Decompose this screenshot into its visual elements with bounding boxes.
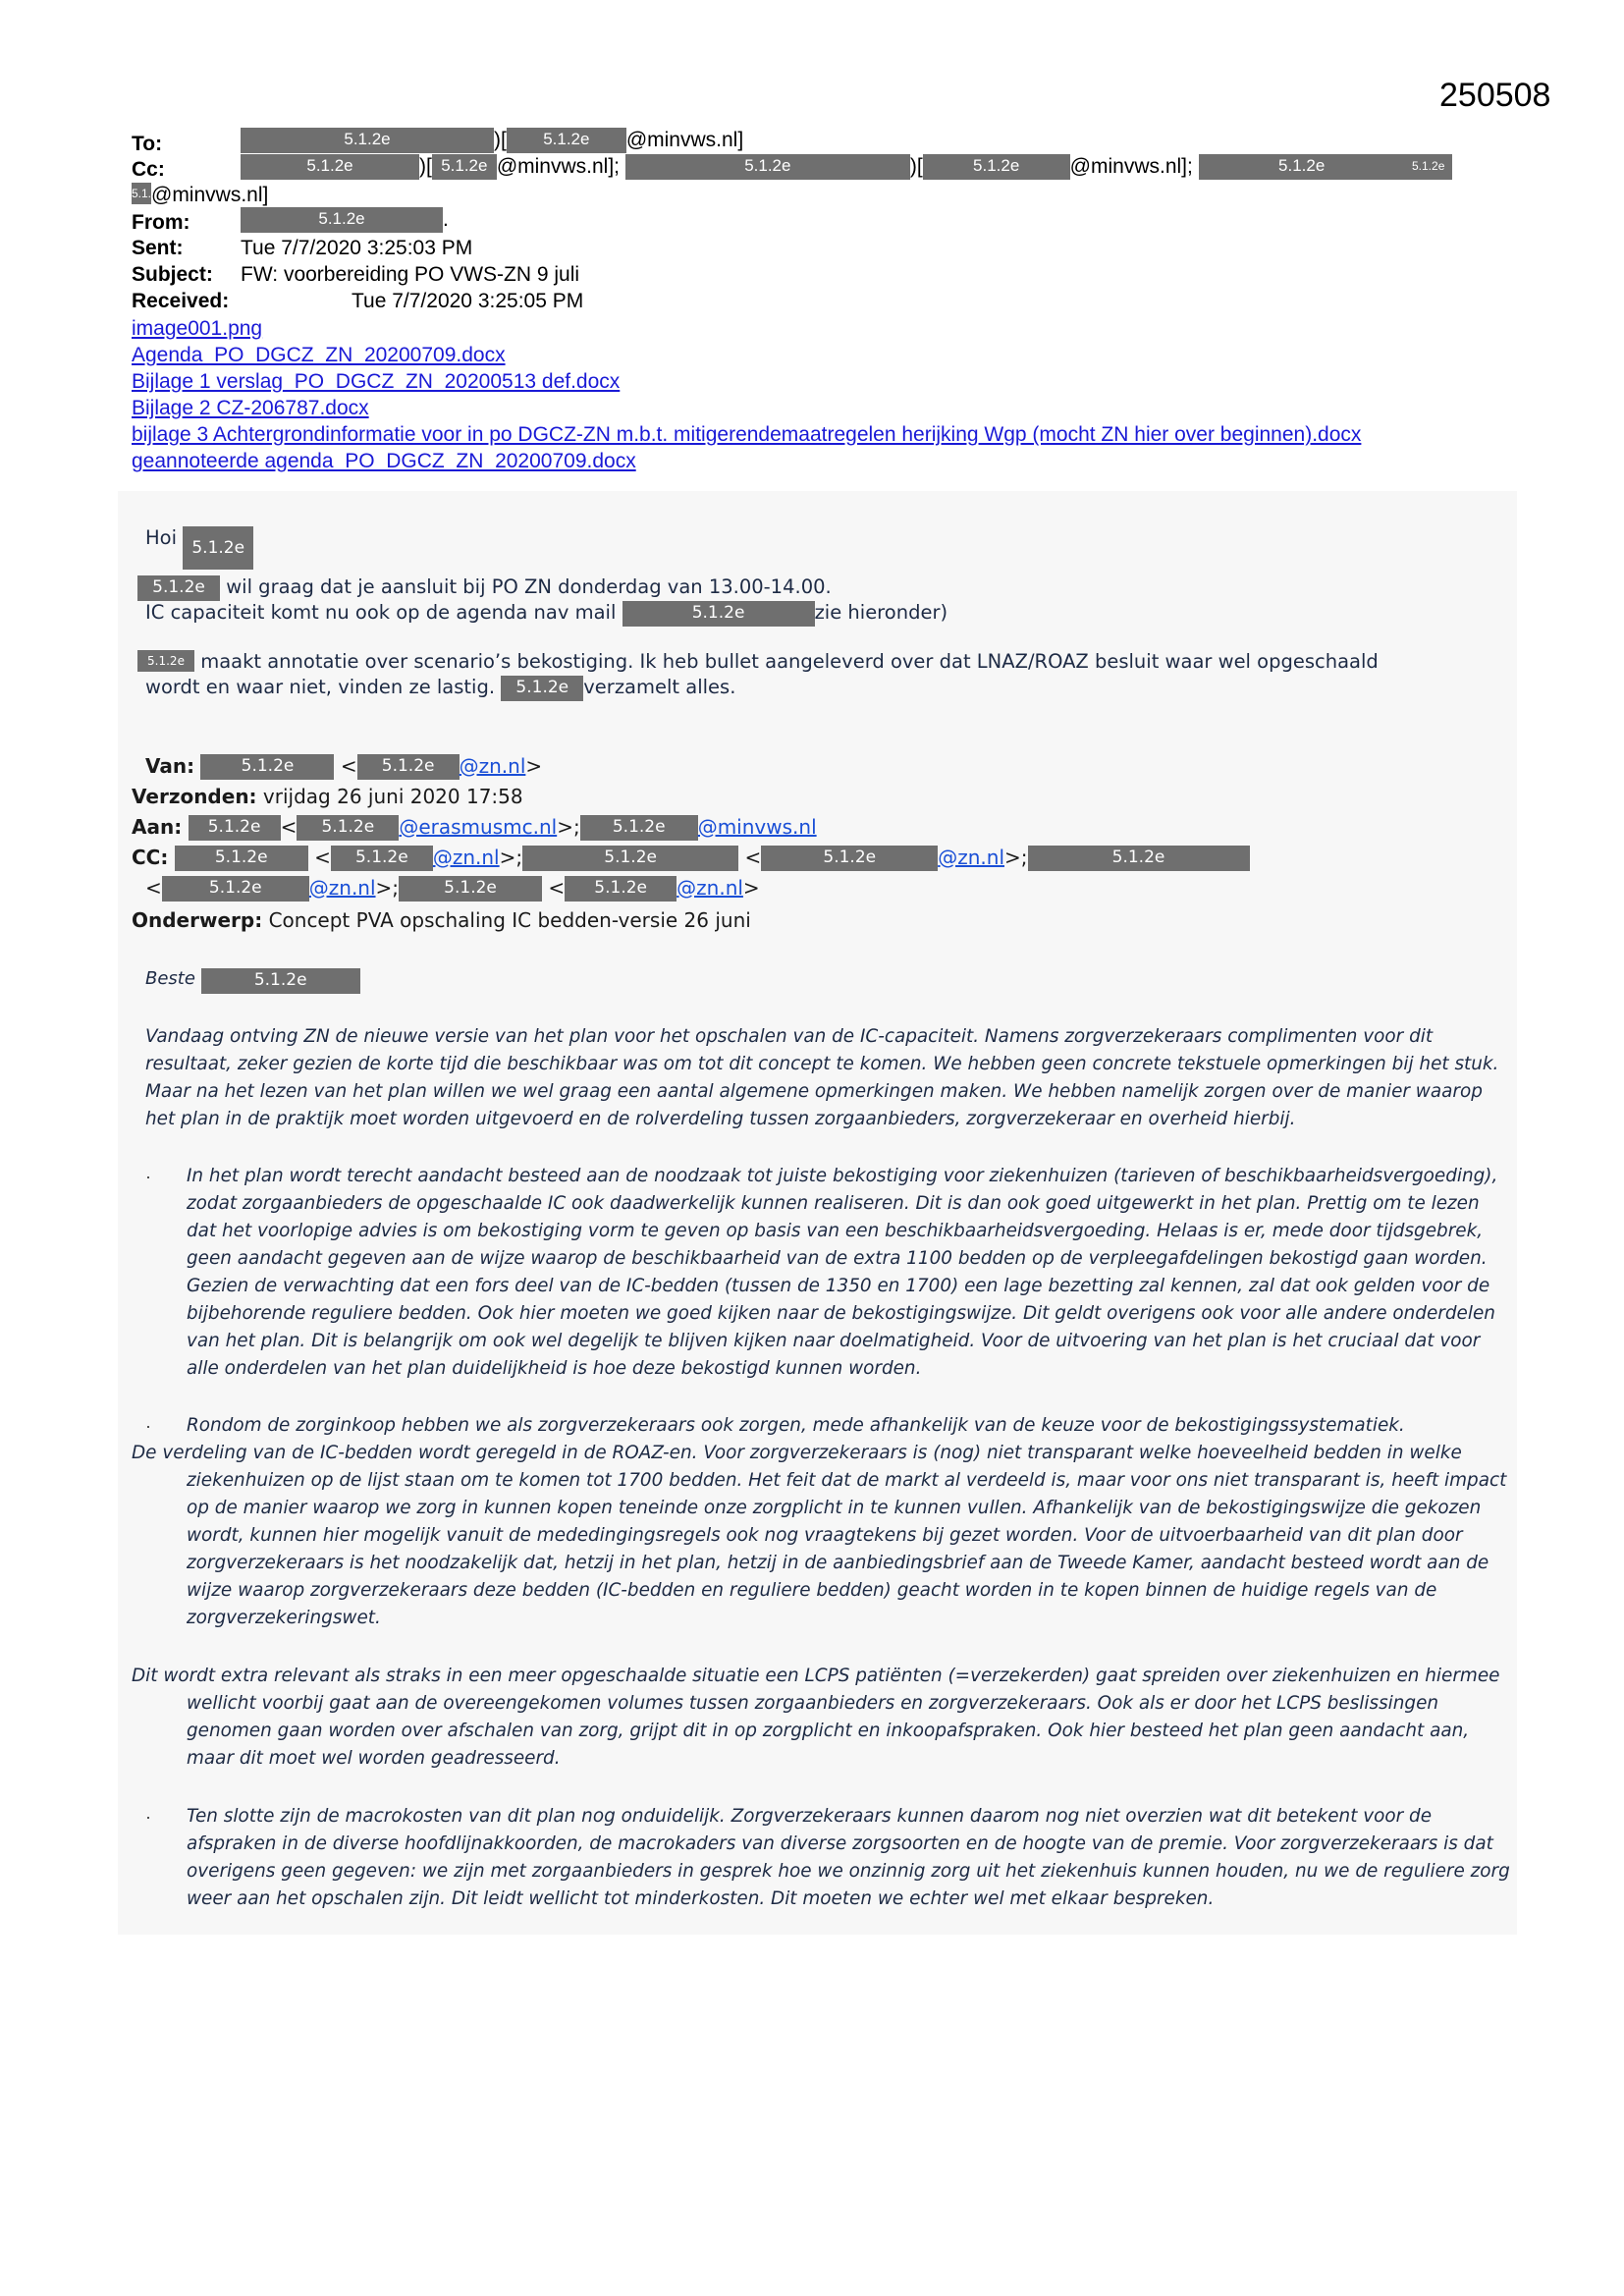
greeting-text: Hoi (145, 526, 178, 549)
salutation-text: Beste (145, 968, 195, 989)
bullet1-line: zodat zorgaanbieders de opgeschaalde IC ook daadwerkelijk kunnen realiseren. Dit is dan ook goed uitgewerkt in het plan. Prettig om te lezen (187, 1193, 1480, 1214)
email-link[interactable]: @zn.nl (938, 846, 1004, 869)
bullet2-line: op de manier waarop we zorg in kunnen kopen teneinde onze zorgplicht in te kunnen vullen. Afhankelijk van de bekostigingswijze die gekozen (187, 1498, 1482, 1518)
cc-orig-label: CC: (132, 846, 169, 869)
redaction-box: 5.1.2e (923, 154, 1070, 180)
document-number: 250508 (1439, 77, 1551, 114)
to-recipients (241, 128, 743, 153)
onderwerp-row (132, 908, 751, 932)
redaction-box: 5.1.2e (522, 846, 738, 871)
email-domain: @minvws.nl]; (496, 155, 620, 178)
redaction-box: 5.1.2e (241, 154, 419, 180)
sent-label: Sent: (132, 237, 184, 259)
redaction-box: 5.1.2e (625, 154, 910, 180)
bracket-text: > (742, 876, 760, 900)
bullet1-line: geen aandacht gegeven aan de wijze waarop de beschikbaarheid van de extra 1100 bedden op de verpleegafdelingen bekostigd gaan worden. (187, 1248, 1488, 1269)
attachment-link[interactable]: geannoteerde agenda_PO_DGCZ_ZN_20200709.docx (132, 450, 636, 472)
attachment-link[interactable]: image001.png (132, 317, 263, 340)
attachment-link[interactable]: Bijlage 2 CZ-206787.docx (132, 397, 369, 419)
from-row (132, 210, 190, 236)
note-text: verzamelt alles. (583, 676, 736, 698)
redaction-box: 5.1.2e (1405, 154, 1452, 180)
subject-row (132, 262, 213, 288)
van-label: Van: (145, 754, 195, 778)
received-label: Received: (132, 290, 230, 312)
bracket-text: < (145, 876, 162, 900)
redaction-box: 5.1.2 (132, 183, 151, 204)
email-link[interactable]: @minvws.nl (697, 815, 817, 839)
to-label: To: (132, 133, 163, 155)
forward-line-3 (137, 650, 1379, 673)
redaction-box: 5.1.2e (565, 876, 677, 902)
redaction-box: 5.1.2e (200, 754, 334, 780)
redaction-box: 5.1.2e (357, 754, 460, 780)
period: . (443, 208, 449, 231)
bullet-mark: · (145, 1167, 151, 1186)
forward-greeting (145, 526, 253, 570)
redaction-box: 5.1.2e (623, 601, 815, 627)
bracket-text: >; (375, 876, 400, 900)
attachment-link[interactable]: bijlage 3 Achtergrondinformatie voor in po DGCZ-ZN m.b.t. mitigerendemaatregelen herijking Wgp (mocht ZN hier over beginnen).docx (132, 423, 1362, 446)
note-text: maakt annotatie over scenario’s bekostiging. Ik heb bullet aangeleverd over dat LNAZ/ROAZ besluit waar wel opgeschaald (200, 650, 1379, 673)
van-row (145, 754, 542, 780)
bullet-mark: · (145, 1416, 151, 1436)
bracket-text: < (314, 846, 331, 869)
redaction-box: 5.1.2e (580, 815, 698, 841)
bracket-text: )[ (419, 155, 432, 178)
email-link[interactable]: @erasmusmc.nl (399, 815, 558, 839)
subject-value: FW: voorbereiding PO VWS-ZN 9 juli (241, 263, 580, 286)
onderwerp-label: Onderwerp: (132, 908, 263, 932)
bullet2-line: zorgverzekeringswet. (187, 1608, 381, 1628)
subject-label: Subject: (132, 263, 213, 286)
to-row (132, 132, 162, 157)
bracket-text: >; (499, 846, 523, 869)
para3-line: maar dit moet wel worden geadresseerd. (187, 1748, 561, 1769)
bullet3-line: weer aan het opschalen zijn. Dit leidt wellicht tot minderkosten. Dit moeten we echter wel met elkaar bespreken. (187, 1888, 1215, 1909)
aan-label: Aan: (132, 815, 183, 839)
bullet1-line: In het plan wordt terecht aandacht besteed aan de noodzaak tot juiste bekostiging voor ziekenhuizen (tarieven of beschikbaarheidsvergoeding), (187, 1166, 1498, 1186)
redaction-box: 5.1.2e (137, 575, 220, 601)
verzonden-label: Verzonden: (132, 785, 257, 808)
bullet2-line: Rondom de zorginkoop hebben we als zorgverzekeraars ook zorgen, mede afhankelijk van de keuze voor de bekostigingssystematiek. (187, 1415, 1405, 1436)
redaction-box: 5.1.2e (241, 128, 494, 153)
redaction-box: 5.1.2e (501, 676, 583, 701)
bullet1-line: alle onderdelen van het plan duidelijkheid is hoe deze bekostigd kunnen worden. (187, 1358, 922, 1379)
bracket-text: )[ (909, 155, 923, 178)
bullet3-line: afspraken in de diverse hoofdlijnakkoorden, de macrokaders van diverse zorgsoorten en de hoogte van de premie. Voor zorgverzekeraars is dat (187, 1833, 1493, 1854)
attachment-link[interactable]: Agenda_PO_DGCZ_ZN_20200709.docx (132, 344, 506, 366)
redaction-box: 5.1.2e (189, 815, 281, 841)
bullet2-line: ziekenhuizen op de lijst staan om te komen tot 1700 bedden. Het feit dat de markt al verdeeld is, maar voor ons niet transparant is, heeft impact (187, 1470, 1507, 1491)
bullet3-line: Ten slotte zijn de macrokosten van dit plan nog onduidelijk. Zorgverzekeraars kunnen daarom nog niet overzien wat dit betekent voor de (187, 1806, 1433, 1827)
sent-row (132, 236, 184, 261)
email-link[interactable]: @zn.nl (308, 876, 376, 900)
received-value: Tue 7/7/2020 3:25:05 PM (352, 290, 584, 312)
redaction-box: 5.1.2e (241, 207, 443, 233)
cc-row (132, 157, 165, 183)
note-text: IC capaciteit komt nu ook op de agenda nav mail (145, 601, 617, 624)
bracket-text: >; (557, 815, 580, 839)
intro-line: Vandaag ontving ZN de nieuwe versie van het plan voor het opschalen van de IC-capaciteit. Namens zorgverzekeraars complimenten voor dit (145, 1026, 1434, 1047)
note-text: wordt en waar niet, vinden ze lastig. (145, 676, 496, 698)
bracket-text: < (280, 815, 298, 839)
bullet-mark: · (145, 1807, 151, 1827)
bullet3-line: overigens geen gegeven: we zijn met zorgaanbieders in gesprek hoe we onzinnig zorg uit het ziekenhuis kunnen houden, nu we de reguliere zorg (187, 1861, 1510, 1882)
para3-line: wellicht voorbij gaat aan de overeengekomen volumes tussen zorgaanbieders en zorgverzekeraars. Ook als er door het LCPS beslissingen (187, 1693, 1439, 1714)
bullet2-line: De verdeling van de IC-bedden wordt geregeld in de ROAZ-en. Voor zorgverzekeraars is (nog) niet transparant welke hoeveelheid bedden in welke (132, 1443, 1462, 1463)
bracket-text: > (525, 754, 543, 778)
bullet1-line: van het plan. Dit is belangrijk om ook wel degelijk te blijven kijken naar doelmatigheid. Voor de uitvoering van het plan is het cruciaal dat voor (187, 1331, 1481, 1351)
cc-orig-row (132, 846, 1250, 871)
intro-line: het plan in de praktijk moet worden uitgevoerd en de rolverdeling tussen zorgaanbieders, zorgverzekeraar en overheid hierbij. (145, 1109, 1296, 1129)
bracket-text: < (744, 846, 762, 869)
email-link[interactable]: @zn.nl (459, 754, 526, 778)
received-row (132, 289, 229, 314)
bullet2-line: wijze waarop zorgverzekeraars deze bedden (IC-bedden en reguliere bedden) geacht worden in te kopen binnen de huidige regels van de (187, 1580, 1437, 1601)
para3-line: genomen gaan worden over afschalen van zorg, grijpt dit in op zorgplicht en inkoopafspraken. Ook hier besteed het plan geen aandacht aan, (187, 1721, 1470, 1741)
intro-line: resultaat, zeker gezien de korte tijd die beschikbaar was om tot dit concept te komen. We hebben geen concrete tekstuele opmerkingen bij het stuk. (145, 1054, 1499, 1074)
from-value (241, 207, 449, 233)
redaction-box: 5.1.2e (297, 815, 399, 841)
email-domain: @minvws.nl]; (1069, 155, 1193, 178)
redaction-box: 5.1.2e (1199, 154, 1405, 180)
redaction-box: 5.1.2e (175, 846, 308, 871)
bullet1-line: Gezien de verwachting dat een fors deel van de IC-bedden (tussen de 1350 en 1700) een lage bezetting zal kennen, zal dat ook gelden voor de (187, 1276, 1490, 1296)
bullet2-line: zorgverzekeraars is het noodzakelijk dat, hetzij in het plan, hetzij in de aanbiedingsbrief aan de Tweede Kamer, aandacht besteed wordt aan de (187, 1553, 1489, 1573)
redaction-box: 5.1.2e (399, 876, 542, 902)
bullet1-line: bijbehorende reguliere bedden. Ook hier moeten we goed kijken naar de bekostigingswijze. Dit geldt overigens ook voor alle andere onderdelen (187, 1303, 1495, 1324)
bracket-text: < (340, 754, 357, 778)
redaction-box: 5.1.2e (432, 154, 497, 180)
email-domain: @minvws.nl] (625, 129, 744, 151)
onderwerp-value: Concept PVA opschaling IC bedden-versie 26 juni (268, 908, 751, 932)
verzonden-value: vrijdag 26 juni 2020 17:58 (262, 785, 523, 808)
bullet2-line: wordt, kunnen hier mogelijk vanuit de mededingingsregels ook nog vraagtekens bij gezet worden. Voor de uitvoerbaarheid van dit plan door (187, 1525, 1463, 1546)
bullet1-line: dat het voorlopige advies is om bekostiging vorm te geven op basis van een beschikbaarheidsvergoeding. Helaas is er, mede door tijdsgebrek, (187, 1221, 1484, 1241)
redaction-box: 5.1.2e (1028, 846, 1250, 871)
from-label: From: (132, 211, 190, 234)
cc-label: Cc: (132, 158, 165, 181)
cc-orig-continuation (145, 876, 760, 902)
bracket-text: )[ (494, 129, 507, 151)
redaction-box: 5.1.2e (183, 526, 253, 570)
forward-line-1 (137, 575, 832, 601)
bracket-text: < (548, 876, 566, 900)
redaction-box: 5.1.2e (162, 876, 309, 902)
redaction-box: 5.1.2e (137, 650, 194, 672)
forward-line-2 (145, 601, 947, 627)
email-domain: @minvws.nl] (151, 184, 269, 206)
redaction-box: 5.1.2e (507, 128, 626, 153)
note-text: zie hieronder) (814, 601, 948, 624)
bracket-text: >; (1004, 846, 1028, 869)
email-link[interactable]: @zn.nl (677, 876, 743, 900)
redaction-box: 5.1.2e (331, 846, 433, 871)
aan-row (132, 815, 817, 841)
forward-line-4 (145, 676, 735, 701)
cc-continuation (132, 183, 268, 208)
email-link[interactable]: @zn.nl (432, 846, 500, 869)
cc-recipients (241, 154, 1452, 180)
sent-value: Tue 7/7/2020 3:25:03 PM (241, 237, 473, 259)
note-text: wil graag dat je aansluit bij PO ZN donderdag van 13.00-14.00. (226, 575, 832, 598)
intro-line: Maar na het lezen van het plan willen we wel graag een aantal algemene opmerkingen maken. We hebben namelijk zorgen over de manier waarop (145, 1081, 1483, 1102)
para3-line: Dit wordt extra relevant als straks in een meer opgeschaalde situatie een LCPS patiënten (=verzekerden) gaat spreiden over ziekenhuizen en hiermee (132, 1666, 1500, 1686)
redaction-box: 5.1.2e (761, 846, 938, 871)
redaction-box: 5.1.2e (201, 968, 360, 994)
verzonden-row (132, 785, 523, 808)
attachment-link[interactable]: Bijlage 1 verslag_PO_DGCZ_ZN_20200513 def.docx (132, 370, 621, 393)
salutation (145, 968, 360, 994)
